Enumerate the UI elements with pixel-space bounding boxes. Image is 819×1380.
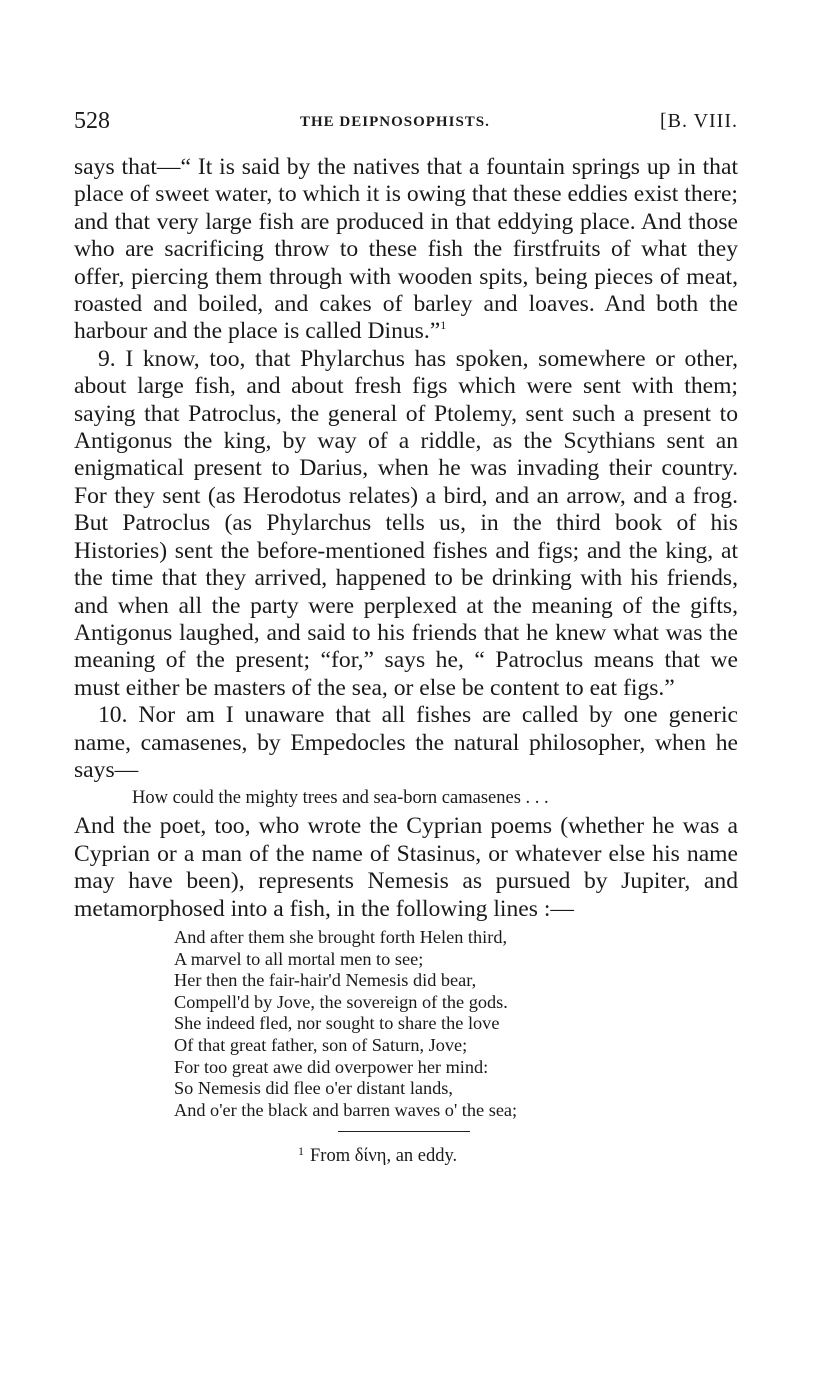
cyprian-poem [174, 927, 738, 1121]
poem-line: And o'er the black and barren waves o' the sea; [174, 1099, 518, 1120]
poem-line: So Nemesis did flee o'er distant lands, [174, 1078, 453, 1099]
empedocles-verse: How could the mighty trees and sea-born camasenes . . . [132, 788, 549, 809]
running-title: THE DEIPNOSOPHISTS. [300, 114, 490, 130]
footnote-text: From δίνη, an eddy. [310, 1146, 458, 1167]
page-number: 528 [74, 108, 110, 134]
footnote-divider [338, 1131, 470, 1132]
book-marker: [B. VIII. [659, 110, 738, 132]
running-head [74, 108, 738, 138]
poem-line: Compell'd by Jove, the sovereign of the gods. [174, 991, 508, 1012]
poem-line: She indeed fled, nor sought to share the love [174, 1013, 500, 1034]
poem-line: And after them she brought forth Helen third, [174, 926, 508, 947]
poem-line: Of that great father, son of Saturn, Jove; [174, 1034, 468, 1055]
body-text [74, 154, 738, 923]
paragraph-phylarchus: 9. I know, too, that Phylarchus has spoken, somewhere or other, about large fish, and about fresh figs which were sent with them; saying that Patroclus, the general of Ptolemy, sent such a present to Antigonus the king, by way of a riddle, as the Scythians sent an enigmatical present to Darius, when he was invading their country. For they sent (as Herodotus relates) a bird, and an arrow, and a frog. But Patroclus (as Phylarchus tells us, in the third book of his Histories) sent the before-mentioned fishes and figs; and the king, at the time that they arrived, happened to be drinking with his friends, and when all the party were perplexed at the meaning of the gifts, Antigonus laughed, and said to his friends that he knew what was the meaning of the present; “for,” says he, “ Patroclus means that we must either be masters of the sea, or else be content to eat figs.” [74, 345, 738, 701]
poem-line: A marvel to all mortal men to see; [174, 948, 424, 969]
poem-line: Her then the fair-hair'd Nemesis did bear, [174, 970, 477, 991]
paragraph-dinus [74, 154, 738, 346]
paragraph-dinus-text: says that—“ It is said by the natives that a fountain springs up in that place of sweet water, to which it is owing that these eddies exist there; and that very large fish are produced in that eddying place. And those who are sacrificing throw to these fish the firstfruits of what they offer, piercing them through with wooden spits, being pieces of meat, roasted and boiled, and cakes of barley and loaves. And both the harbour and the place is called Dinus.” [74, 154, 738, 345]
footnote-mark: 1 [298, 1144, 304, 1159]
paragraph-cyprian-poems: And the poet, too, who wrote the Cyprian poems (whether he was a Cyprian or a man of the name of Stasinus, or whatever else his name may have been), represents Nemesis as pursued by Jupiter, and metamorphosed into a fish, in the following lines :— [74, 813, 738, 922]
book-page [74, 108, 738, 1168]
poem-line: For too great awe did overpower her mind: [174, 1056, 489, 1077]
footnote [298, 1139, 738, 1168]
footnote-reference: 1 [440, 318, 447, 333]
paragraph-camasenes: 10. Nor am I unaware that all fishes are called by one generic name, camasenes, by Empedocles the natural philosopher, when he says— [74, 702, 738, 783]
